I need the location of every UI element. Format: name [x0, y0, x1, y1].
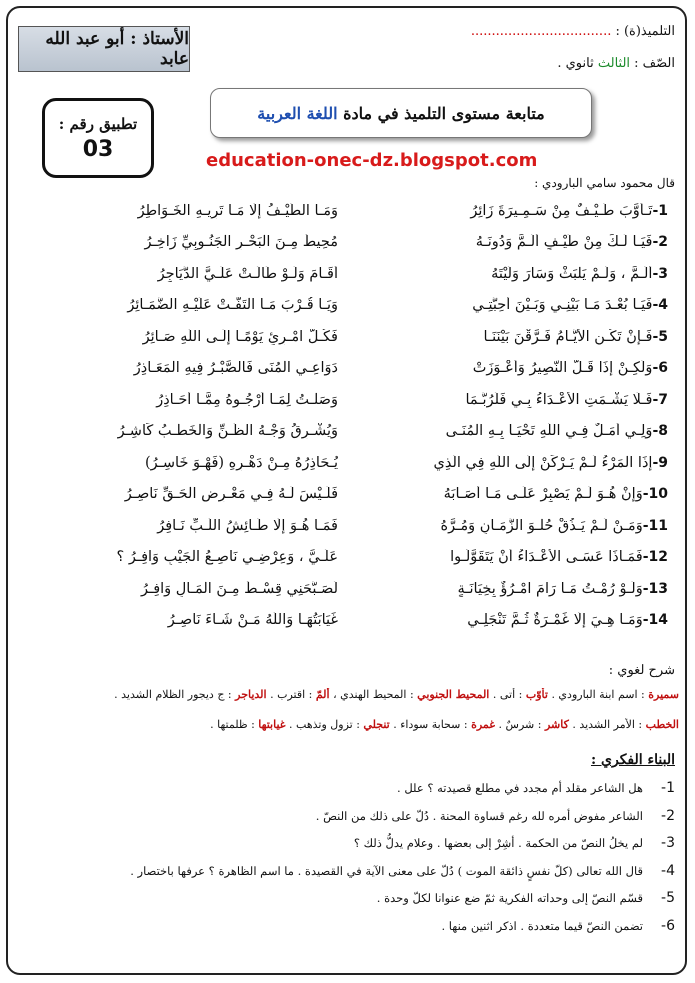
glossary-word: سميرة	[648, 688, 679, 701]
verse-row	[18, 416, 668, 447]
verse-row	[18, 510, 668, 541]
verse-number: 6-	[652, 360, 668, 376]
verse-first-hemistich	[378, 392, 668, 408]
verse-number: 14-	[642, 612, 668, 628]
verse-first-hemistich	[378, 360, 668, 376]
verse-first-text: إِذَا الْمَرْءُ لَـمْ يَـرْكَنْ إِلَى اللَّهِ فِي الَّذِي	[433, 454, 653, 471]
questions-title: البناء الفكري :	[590, 752, 675, 768]
verse-second-hemistich: فَكُـلُّ امْـرِئٍ يَوْمًـا إِلَـى اللَّهِ صَـائِرُ	[142, 328, 338, 345]
glossary-definition: : ظلمتها .	[210, 718, 255, 731]
verse-second-hemistich: دَوَاعِـي الْمُنَى فَالصَّبْـرُ فِيهِ الْمَعَـاذِرُ	[133, 360, 338, 376]
verse-number: 13-	[642, 580, 668, 597]
question-number: 5-	[661, 890, 675, 906]
verse-row	[18, 195, 668, 226]
verse-first-text: فَيَـا بُعْـدَ مَـا بَيْنِـي وَبَـيْنَ أَحِبَّتِـي	[472, 297, 653, 313]
verse-first-text: أَلَـمَّ ، وَلَـمْ يَلْبَثْ وَسَارَ وَلَيْتَهُ	[491, 265, 653, 282]
class-suffix: ثانوي .	[557, 56, 594, 71]
verse-first-hemistich	[378, 297, 668, 313]
verse-row	[18, 542, 668, 573]
glossary-word: غمرة	[471, 718, 496, 731]
verse-first-hemistich	[378, 266, 668, 282]
verse-second-hemistich: مُحِيطٌ مِـنَ الْبَحْـرِ الْجَنُـوبِيِّ زَاخِـرُ	[144, 234, 338, 250]
application-number-box	[42, 98, 154, 178]
verse-row	[18, 321, 668, 352]
question-text: هل الشاعر مقلد أم مجدد في مطلع قصيدته ؟ علل .	[397, 781, 643, 795]
verse-row	[18, 227, 668, 258]
glossary-word: الخطب	[645, 718, 679, 731]
glossary-line-1	[19, 688, 679, 701]
verse-first-hemistich	[378, 612, 668, 628]
student-line	[255, 24, 675, 39]
verse-first-text: وَلِـي أَمَـلٌ فِـي اللَّهِ تَحْيَـا بِـهِ الْمُنَـى	[445, 423, 653, 439]
glossary-word: تنجلي	[363, 718, 390, 731]
verse-number: 12-	[642, 549, 668, 565]
verse-number: 1-	[652, 202, 668, 219]
verse-row	[18, 353, 668, 384]
glossary-definition: : سحابة سوداء .	[393, 718, 468, 731]
verse-row	[18, 290, 668, 321]
verse-first-hemistich	[378, 518, 668, 534]
student-name-blank: ..................................	[470, 24, 612, 39]
verse-first-text: وَلَـوْ رُمْـتُ مَـا رَامَ امْـرُؤٌ بِخِيَانَـةٍ	[457, 580, 643, 597]
glossary-word: غيابتها	[258, 718, 286, 731]
verse-row	[18, 479, 668, 510]
glossary-definition: : اسم ابنة البارودي .	[551, 688, 645, 701]
verse-number: 5-	[652, 328, 668, 345]
glossary-word: الدياجر	[235, 688, 267, 701]
student-label: التلميذ(ة) :	[615, 24, 675, 39]
verse-first-text: فَـإِنْ تَكُـنِ الْأَيَّـامُ فَـرَّقْنَ بَيْنَنَـا	[483, 328, 653, 345]
question-item	[15, 780, 675, 796]
page-title	[210, 88, 592, 138]
verse-second-hemistich: وَصَلْـتُ لِمَـا أَرْجُـوهُ مِمَّـا أُحَـاذِرُ	[156, 391, 338, 408]
question-number: 1-	[661, 780, 675, 796]
glossary-word: تأوّب	[525, 688, 548, 701]
glossary-line-2	[19, 718, 679, 731]
verse-first-hemistich	[378, 423, 668, 439]
verse-row	[18, 447, 668, 478]
verse-row	[18, 384, 668, 415]
verse-first-text: وَمَـا هِـيَ إِلَّا غَمْـرَةٌ ثُـمَّ تَنْجَلِـي	[467, 612, 643, 628]
glossary-word: ألمّ	[315, 688, 330, 701]
question-number: 3-	[661, 835, 675, 851]
watermark-url: education-onec-dz.blogspot.com	[206, 150, 538, 171]
glossary-word: المحيط الجنوبي	[417, 688, 490, 701]
verse-row	[18, 573, 668, 604]
verse-row	[18, 605, 668, 636]
verse-second-hemistich: يُـحَاذِرُهُ مِـنْ دَهْـرِهِ (فَهْـوَ خَاسِـرُ)	[144, 454, 338, 471]
application-label: تطبيق رقم :	[58, 114, 138, 133]
verse-first-text: وَمَـنْ لَـمْ يَـذُقْ حُلْـوَ الزَّمَـانِ وَمُـرَّهُ	[440, 517, 643, 534]
question-text: قسّم النصّ إلى وحداته الفكرية ثمّ ضع عنوانا لكلّ وحدة .	[376, 891, 643, 905]
question-item	[15, 808, 675, 824]
verse-first-hemistich	[378, 549, 668, 565]
question-text: لم يخلُ النصّ من الحكمة . أشِرْ إلى بعضها . وعلام يدلُّ ذلك ؟	[353, 836, 643, 850]
glossary-definition: : تزول وتذهب .	[289, 718, 360, 731]
verse-row	[18, 258, 668, 289]
verse-second-hemistich: لَصَـبَّحَنِي قِسْـطٌ مِـنَ الْمَـالِ وَافِـرُ	[140, 580, 338, 597]
verse-first-hemistich	[378, 203, 668, 219]
verse-first-hemistich	[378, 329, 668, 345]
verse-second-hemistich: فَمَـا هُـوَ إِلَّا طَـائِشُ اللُّـبِّ نَـافِرُ	[157, 517, 338, 534]
question-number: 4-	[661, 862, 675, 879]
question-number: 6-	[661, 917, 675, 934]
glossary-definition: : اقترب .	[270, 688, 313, 701]
question-text: قال الله تعالى (كلّ نفسٍ ذائقة الموت ) دُلّ على معنى الآية في القصيدة . ما اسم الظاهرة ؟ عرفها باختصار .	[130, 863, 643, 878]
verse-first-text: فَمَـاذَا عَسَـى الْأَعْـدَاءُ أَنْ يَتَقَوَّلُـوا	[450, 549, 643, 565]
verse-second-hemistich: عَلَـيَّ ، وَعِرْضِـي نَاصِـعُ الْجَيْبِ وَافِـرُ ؟	[116, 549, 338, 565]
verse-first-hemistich	[378, 455, 668, 471]
verse-second-hemistich: غَيَابَتُهَـا وَاللَّهُ مَـنْ شَـاءَ نَاصِـرُ	[167, 612, 338, 628]
verse-first-text: فَـلَا يَشْـمَتِ الْأَعْـدَاءُ بِـي فَلَرُبَّـمَا	[465, 391, 653, 408]
glossary-title: شرح لغوي :	[608, 663, 675, 678]
verse-second-hemistich: وَيَـا قُـرْبَ مَـا الْتَفَّـتْ عَلَيْـهِ الضَّمَـائِرُ	[127, 297, 338, 313]
verse-second-hemistich: وَيُشْـرِقُ وَجْـهُ الظَّـنِّ وَالْخَطْـبُ كَاشِـرُ	[117, 423, 338, 439]
question-item	[15, 835, 675, 851]
class-label: الصّف :	[634, 56, 675, 71]
verse-first-text: تَـأَوَّبَ طَـيْـفٌ مِنْ سَـمِـيرَةَ زَائِرُ	[470, 202, 653, 219]
application-number: 03	[82, 136, 114, 162]
question-item	[15, 918, 675, 934]
verse-number: 3-	[652, 265, 668, 282]
question-text: الشاعر مفوض أمره لله رغم قساوة المحنة . دُلّ على ذلك من النصّ .	[315, 808, 643, 823]
verse-number: 9-	[652, 454, 668, 471]
teacher-label: الأستاذ : أبو عبد الله عابد	[18, 26, 190, 72]
verse-number: 10-	[642, 486, 668, 502]
poet-attribution: قال محمود سامي البارودي :	[534, 176, 675, 190]
question-text: تضمن النصّ قيما متعددة . اذكر اثنين منها .	[441, 918, 643, 933]
verse-first-text: وَإِنْ هُـوَ لَـمْ يَصْبِرْ عَلَـى مَـا أَصَـابَهُ	[443, 486, 643, 502]
glossary-definition: : المحيط الهندي ،	[333, 688, 414, 701]
verse-number: 2-	[652, 234, 668, 250]
question-item	[15, 863, 675, 879]
glossary-definition: : شرسٌ .	[498, 718, 542, 731]
glossary-definition: : أتى .	[492, 688, 523, 701]
verse-first-hemistich	[378, 486, 668, 502]
question-number: 2-	[661, 807, 675, 824]
title-prefix: متابعة مستوى التلميذ في مادة	[343, 103, 545, 123]
glossary-definition: : الأمر الشديد .	[572, 718, 643, 731]
glossary-word: كاشر	[544, 718, 569, 731]
verse-number: 11-	[642, 517, 668, 534]
verse-number: 4-	[652, 297, 668, 313]
verse-number: 7-	[652, 391, 668, 408]
verse-first-text: وَلَكِـنْ إِذَا قَـلَّ النَّصِيرُ وَأَعْـوَزَتْ	[472, 360, 653, 376]
verse-first-hemistich	[378, 234, 668, 250]
verse-first-hemistich	[378, 581, 668, 597]
verse-first-text: فَيَـا لَـكَ مِنْ طَيْـفٍ أَلَـمَّ وَدُونَـهُ	[475, 234, 653, 250]
verse-number: 8-	[652, 423, 668, 439]
class-line	[255, 56, 675, 71]
class-value: الثالث	[597, 56, 631, 71]
verse-second-hemistich: وَمَـا الطَّيْـفُ إِلَّا مَـا تَرِيـهِ الْخَـوَاطِرُ	[137, 202, 338, 219]
title-subject: اللغة العربية	[257, 103, 338, 123]
question-item	[15, 890, 675, 906]
verse-second-hemistich: أَقَـامَ وَلَـوْ طَالَـتْ عَلَـيَّ الدَّيَاجِرُ	[157, 265, 338, 282]
verse-second-hemistich: فَلَـيْسَ لَـهُ فِـي مَعْـرِضِ الْحَـقِّ نَاصِـرُ	[124, 486, 338, 502]
glossary-definition: : ج ديجور الظلام الشديد .	[114, 688, 232, 701]
